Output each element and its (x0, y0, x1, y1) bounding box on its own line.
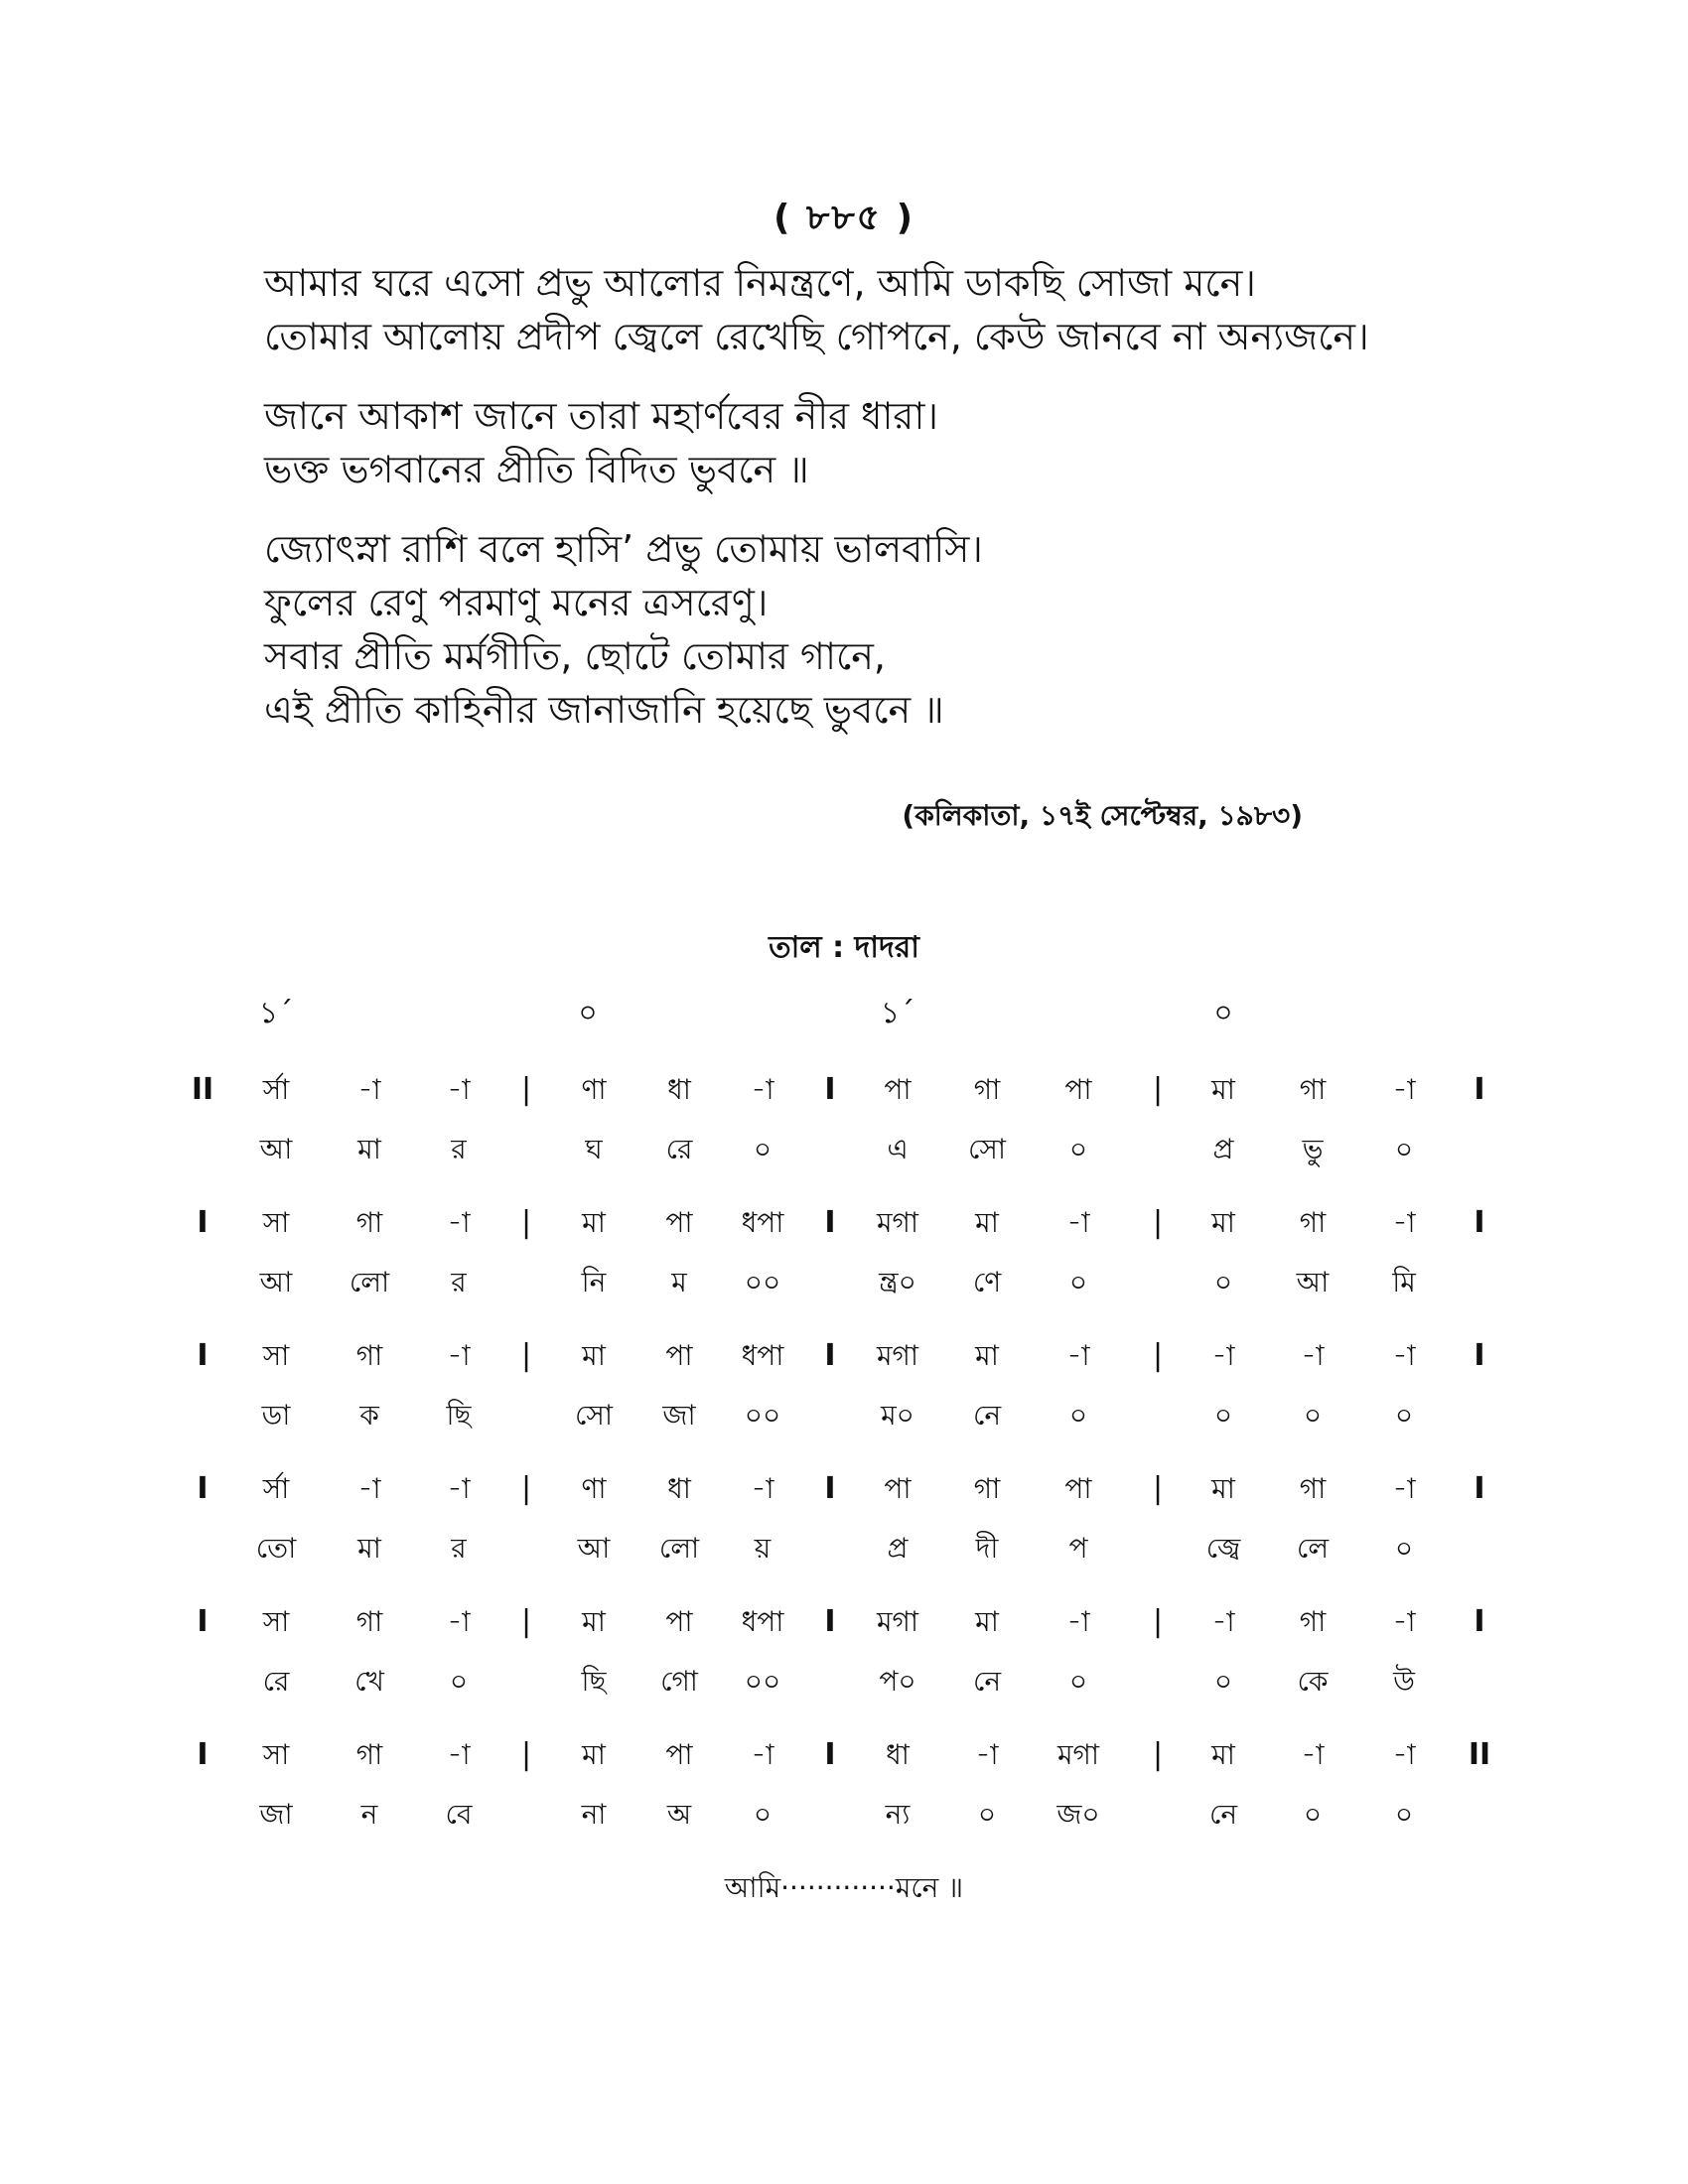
bar-line: I (824, 1471, 836, 1506)
tala-label: তাল : দাদরা (769, 930, 919, 965)
bar-line: | (520, 1737, 532, 1772)
bar-line: I (824, 1072, 836, 1107)
note: মা (975, 1339, 999, 1372)
lyric-syllable: উ (1393, 1665, 1415, 1698)
tala-beat-mark: ১´ (880, 996, 915, 1030)
bar-line: | (1152, 1471, 1164, 1506)
note: -া (447, 1472, 471, 1505)
lyric-syllable: ঘ (585, 1133, 603, 1165)
lyric-syllable: ০ (1213, 1399, 1233, 1432)
note: ধা (886, 1738, 910, 1771)
lyric-syllable: ০ (1394, 1532, 1414, 1565)
note: ধা (667, 1073, 691, 1106)
bar-line: | (520, 1072, 532, 1107)
lyric-syllable: মি (1392, 1266, 1416, 1298)
lyric-syllable: জা (662, 1399, 696, 1432)
note: -া (1211, 1339, 1235, 1372)
lyric-line: আমার ঘরে এসো প্রভু আলোর নিমন্ত্রণে, আমি ডাকছি সোজা মনে। (264, 261, 1256, 305)
note: -া (1392, 1073, 1416, 1106)
lyric-syllable: মা (357, 1532, 381, 1565)
lyric-syllable: আ (577, 1532, 611, 1565)
note: পা (1064, 1073, 1092, 1106)
lyric-line: তোমার আলোয় প্রদীপ জ্বেলে রেখেছি গোপনে, কেউ জানবে না অন্যজনে। (264, 315, 1369, 358)
bar-line: I (824, 1737, 836, 1772)
note: সা (262, 1206, 290, 1239)
lyric-syllable: কে (1297, 1665, 1329, 1698)
note: সা (262, 1339, 290, 1372)
lyric-syllable: গো (660, 1665, 698, 1698)
note: -া (447, 1073, 471, 1106)
lyric-syllable: য় (754, 1532, 772, 1565)
lyric-line: সবার প্রীতি মর্মগীতি, ছোটে তোমার গানে, (264, 634, 886, 678)
note: গা (973, 1472, 1001, 1505)
lyric-syllable: রে (665, 1133, 693, 1165)
lyric-syllable: ০ (1213, 1665, 1233, 1698)
note: মা (975, 1206, 999, 1239)
note: মগা (876, 1605, 919, 1638)
lyric-line: ফুলের রেণু পরমাণু মনের ত্রসরেণু। (264, 581, 769, 624)
note: -া (1392, 1605, 1416, 1638)
lyric-syllable: মা (357, 1133, 381, 1165)
lyric-syllable: ০০ (744, 1399, 781, 1432)
lyric-syllable: আ (259, 1133, 293, 1165)
note: গা (1299, 1073, 1327, 1106)
row-start-bar: I (197, 1471, 209, 1506)
lyric-syllable: সো (968, 1133, 1006, 1165)
lyric-syllable: লো (349, 1266, 390, 1298)
tala-beat-mark: ০ (578, 996, 598, 1030)
note: মা (1211, 1472, 1235, 1505)
note: মা (582, 1738, 606, 1771)
note: -া (357, 1472, 381, 1505)
note: পা (665, 1738, 693, 1771)
lyric-syllable: অ (666, 1798, 692, 1831)
note: র্সা (262, 1472, 290, 1505)
note: -া (1301, 1339, 1325, 1372)
bar-line: I (824, 1604, 836, 1639)
tala-beat-mark: ০ (1213, 996, 1233, 1030)
bar-line: I (824, 1205, 836, 1240)
note: ধপা (741, 1339, 784, 1372)
note: ধপা (741, 1605, 784, 1638)
note: গা (1299, 1206, 1327, 1239)
lyric-syllable: এ (887, 1133, 909, 1165)
lyric-syllable: রে (262, 1665, 290, 1698)
note: গা (1299, 1472, 1327, 1505)
note: -া (751, 1472, 774, 1505)
lyric-syllable: দী (975, 1532, 999, 1565)
bar-line: | (520, 1205, 532, 1240)
note: মগা (876, 1339, 919, 1372)
lyric-syllable: আ (1296, 1266, 1330, 1298)
lyric-syllable: ছি (446, 1399, 472, 1432)
bar-line: | (520, 1471, 532, 1506)
note: -া (1392, 1339, 1416, 1372)
note: মগা (1056, 1738, 1100, 1771)
lyric-syllable: প (1068, 1532, 1088, 1565)
lyric-syllable: প্র (887, 1532, 909, 1565)
note: ধা (667, 1472, 691, 1505)
note: -া (447, 1605, 471, 1638)
row-end-bar: II (1468, 1737, 1491, 1772)
page-number: ( ৮৮৫ ) (773, 198, 915, 238)
note: পা (665, 1605, 693, 1638)
lyric-syllable: খে (354, 1665, 384, 1698)
note: সা (262, 1738, 290, 1771)
lyric-syllable: ০ (1068, 1665, 1088, 1698)
lyric-syllable: জা (259, 1798, 293, 1831)
note: -া (1301, 1738, 1325, 1771)
lyric-syllable: বে (445, 1798, 473, 1831)
lyric-syllable: জ০ (1056, 1798, 1100, 1831)
lyric-syllable: ০ (753, 1798, 773, 1831)
note: পা (884, 1472, 912, 1505)
lyric-syllable: ম (671, 1266, 687, 1298)
note: গা (355, 1339, 383, 1372)
lyric-syllable: জ্বে (1205, 1532, 1241, 1565)
row-end-bar: I (1474, 1604, 1485, 1639)
bar-line: | (1152, 1205, 1164, 1240)
lyric-syllable: ডা (261, 1399, 291, 1432)
lyric-syllable: ০ (1303, 1399, 1323, 1432)
note: -া (975, 1738, 999, 1771)
note: -া (1392, 1206, 1416, 1239)
lyric-syllable: লে (1296, 1532, 1330, 1565)
row-start-bar: I (197, 1737, 209, 1772)
note: সা (262, 1605, 290, 1638)
lyric-syllable: ন (360, 1798, 378, 1831)
note: ণা (581, 1472, 607, 1505)
lyric-syllable: ০ (1068, 1133, 1088, 1165)
lyric-syllable: নি (581, 1266, 607, 1298)
note: মা (1211, 1206, 1235, 1239)
lyric-syllable: ভু (1302, 1133, 1324, 1165)
lyric-syllable: সো (575, 1399, 613, 1432)
lyric-syllable: ০ (1303, 1798, 1323, 1831)
lyric-line: এই প্রীতি কাহিনীর জানাজানি হয়েছে ভুবনে ॥ (264, 688, 944, 732)
note: মা (975, 1605, 999, 1638)
bar-line: | (520, 1604, 532, 1639)
bar-line: | (1152, 1072, 1164, 1107)
row-start-bar: I (197, 1205, 209, 1240)
row-end-bar: I (1474, 1072, 1485, 1107)
note: -া (447, 1206, 471, 1239)
note: গা (355, 1206, 383, 1239)
bar-line: I (824, 1338, 836, 1373)
lyric-syllable: আ (259, 1266, 293, 1298)
note: মা (582, 1206, 606, 1239)
note: পা (884, 1073, 912, 1106)
lyric-syllable: ০০ (744, 1266, 781, 1298)
note: মগা (876, 1206, 919, 1239)
row-start-bar: I (197, 1604, 209, 1639)
note: -া (1066, 1206, 1090, 1239)
row-start-bar: I (197, 1338, 209, 1373)
note: -া (1211, 1605, 1235, 1638)
lyric-syllable: ছি (581, 1665, 607, 1698)
lyric-syllable: লো (658, 1532, 700, 1565)
refrain-instruction: আমি·············মনে ॥ (724, 1871, 964, 1904)
note: পা (1064, 1472, 1092, 1505)
note: মা (582, 1339, 606, 1372)
lyric-syllable: ০ (449, 1665, 469, 1698)
lyric-syllable: ন্য (885, 1798, 911, 1831)
note: -া (1066, 1339, 1090, 1372)
lyric-line: জ্যোৎস্না রাশি বলে হাসি’ প্রভু তোমায় ভালবাসি। (264, 527, 983, 571)
note: -া (751, 1738, 774, 1771)
row-start-bar: II (191, 1072, 214, 1107)
note: -া (1392, 1472, 1416, 1505)
lyric-syllable: ম০ (881, 1399, 914, 1432)
lyric-syllable: ক (359, 1399, 379, 1432)
lyric-syllable: ০ (1068, 1399, 1088, 1432)
note: মা (1211, 1738, 1235, 1771)
note: -া (447, 1738, 471, 1771)
lyric-syllable: ০ (1068, 1266, 1088, 1298)
note: গা (1299, 1605, 1327, 1638)
lyric-syllable: র (451, 1266, 467, 1298)
note: পা (665, 1339, 693, 1372)
bar-line: | (1152, 1737, 1164, 1772)
row-end-bar: I (1474, 1205, 1485, 1240)
lyric-syllable: ০ (753, 1133, 773, 1165)
bar-line: | (1152, 1604, 1164, 1639)
lyric-syllable: ণে (972, 1266, 1002, 1298)
lyric-syllable: ০ (1394, 1399, 1414, 1432)
note: -া (1066, 1605, 1090, 1638)
lyric-syllable: প০ (879, 1665, 916, 1698)
lyric-line: ভক্ত ভগবানের প্রীতি বিদিত ভুবনে ॥ (264, 448, 809, 491)
note: পা (665, 1206, 693, 1239)
lyric-syllable: ন্ত্র০ (879, 1266, 916, 1298)
lyric-syllable: নে (972, 1399, 1002, 1432)
lyric-syllable: নে (1208, 1798, 1238, 1831)
lyric-syllable: ০ (1394, 1133, 1414, 1165)
tala-beat-mark: ১´ (258, 996, 294, 1030)
lyric-syllable: ০ (977, 1798, 997, 1831)
row-end-bar: I (1474, 1471, 1485, 1506)
lyric-syllable: প্র (1212, 1133, 1234, 1165)
row-end-bar: I (1474, 1338, 1485, 1373)
note: -া (1392, 1738, 1416, 1771)
note: -া (357, 1073, 381, 1106)
note: গা (355, 1605, 383, 1638)
lyric-syllable: না (581, 1798, 607, 1831)
lyric-syllable: ০ (1394, 1798, 1414, 1831)
note: র্সা (262, 1073, 290, 1106)
lyric-line: জানে আকাশ জানে তারা মহার্ণবের নীর ধারা। (264, 394, 938, 438)
bar-line: | (520, 1338, 532, 1373)
bar-line: | (1152, 1338, 1164, 1373)
note: -া (447, 1339, 471, 1372)
place-date-signature: (কলিকাতা, ১৭ই সেপ্টেম্বর, ১৯৮৩) (902, 799, 1303, 832)
lyric-syllable: ০০ (744, 1665, 781, 1698)
lyric-syllable: তো (255, 1532, 297, 1565)
note: মা (1211, 1073, 1235, 1106)
lyric-syllable: ০ (1213, 1266, 1233, 1298)
lyric-syllable: র (451, 1133, 467, 1165)
note: গা (355, 1738, 383, 1771)
lyric-syllable: র (451, 1532, 467, 1565)
note: ণা (581, 1073, 607, 1106)
lyric-syllable: নে (972, 1665, 1002, 1698)
note: -া (751, 1073, 774, 1106)
note: ধপা (741, 1206, 784, 1239)
note: গা (973, 1073, 1001, 1106)
note: মা (582, 1605, 606, 1638)
